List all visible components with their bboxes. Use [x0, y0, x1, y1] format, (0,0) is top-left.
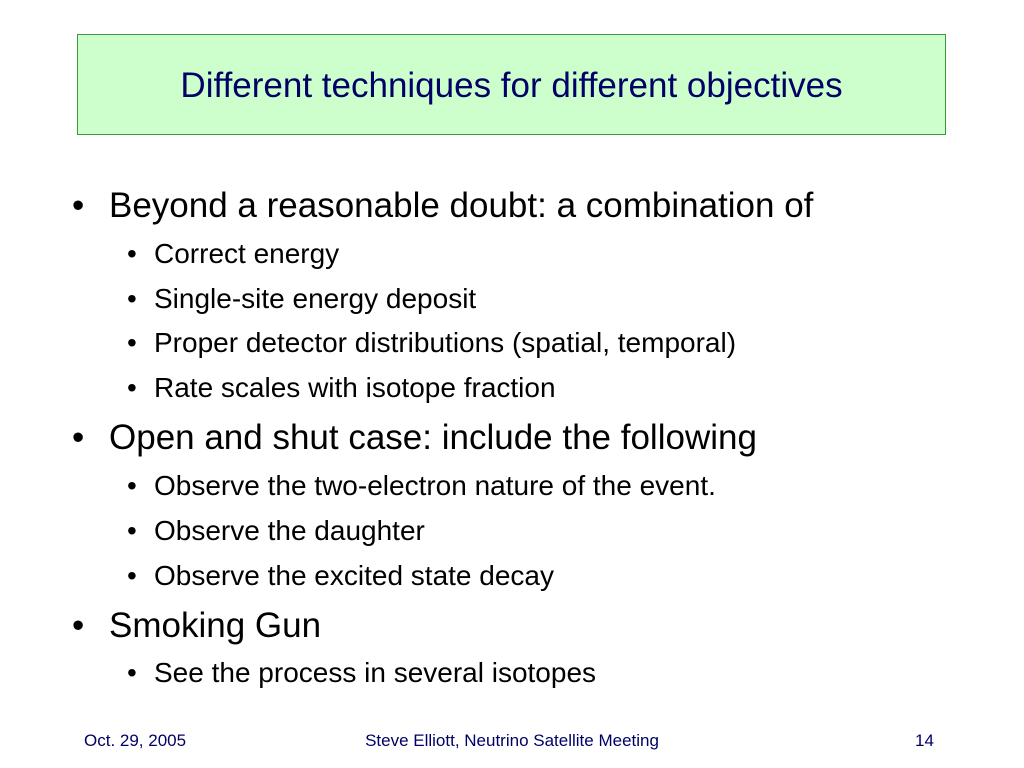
- sub-bullet: [127, 470, 716, 502]
- bullet-dot: •: [127, 657, 137, 688]
- slide-title: Different techniques for different objectives: [180, 66, 843, 105]
- sub-bullet-text: Observe the two-electron nature of the event.: [154, 470, 716, 501]
- bullet-main-3-text: Smoking Gun: [109, 606, 322, 645]
- bullet-dot: •: [72, 606, 85, 645]
- footer-date: Oct. 29, 2005: [84, 731, 187, 750]
- bullet-main-2-text: Open and shut case: include the following: [109, 418, 757, 457]
- sub-bullet-text: Observe the daughter: [154, 515, 425, 546]
- bullet-dot: •: [127, 238, 137, 269]
- sub-bullet-text: Correct energy: [154, 238, 340, 269]
- bullet-dot: •: [127, 470, 137, 501]
- bullet-dot: •: [127, 560, 137, 591]
- footer-page-number: 14: [915, 731, 934, 750]
- sub-bullet: [127, 238, 339, 270]
- bullet-dot: •: [72, 418, 85, 457]
- sub-bullet: [127, 560, 554, 592]
- sub-bullet-text: Rate scales with isotope fraction: [154, 372, 556, 403]
- sub-bullet-text: Observe the excited state decay: [154, 560, 554, 591]
- bullet-main-2: [72, 418, 757, 458]
- sub-bullet: [127, 657, 596, 689]
- bullet-dot: •: [127, 327, 137, 358]
- bullet-dot: •: [127, 515, 137, 546]
- bullet-main-1-text: Beyond a reasonable doubt: a combination of: [109, 186, 814, 225]
- bullet-main-1: [72, 186, 813, 226]
- bullet-dot: •: [127, 283, 137, 314]
- footer-presenter: Steve Elliott, Neutrino Satellite Meeting: [365, 731, 659, 750]
- sub-bullet: [127, 283, 476, 315]
- sub-bullet-text: Proper detector distributions (spatial, temporal): [154, 327, 737, 358]
- sub-bullet: [127, 372, 556, 404]
- sub-bullet: [127, 327, 736, 359]
- sub-bullet-text: See the process in several isotopes: [154, 657, 597, 688]
- bullet-dot: •: [127, 372, 137, 403]
- bullet-main-3: [72, 606, 321, 646]
- bullet-dot: •: [72, 186, 85, 225]
- sub-bullet-text: Single-site energy deposit: [154, 283, 477, 314]
- sub-bullet: [127, 515, 425, 547]
